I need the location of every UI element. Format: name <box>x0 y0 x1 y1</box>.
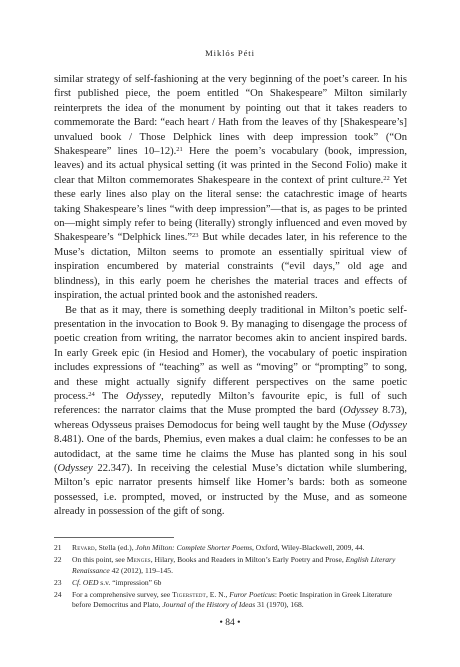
footnotes <box>54 543 407 613</box>
page-number: • 84 • <box>219 618 241 628</box>
footnote-rule <box>54 537 174 538</box>
text-run: The <box>94 390 126 402</box>
footnote-22 <box>54 555 407 576</box>
text-run: , Oxford, Wiley-Blackwell, 2009, 44. <box>252 543 365 552</box>
footnote-number: 23 <box>54 577 62 587</box>
footnote-21 <box>54 543 407 554</box>
text-run: But while decades later, in his reference to the Muse’s dictation, Milton seems to promote an essentially spiritual view of inspiration encumbered by material constraints (“evil days,” old age and blindness), in this early poem he cherishes the material traces and effects of inspiration, the actual printed book and the astonished readers. <box>54 232 407 302</box>
text-run: On this point, see <box>72 555 127 565</box>
paragraph-1 <box>54 73 407 304</box>
text-run: 8.73), whereas Odysseus praises Demodocus for being well taught by the Muse ( <box>54 405 407 431</box>
title-odyssey: Odyssey <box>371 419 407 431</box>
text-run: 31 (1970), 168. <box>255 600 304 610</box>
text-run: s.v. “impression” 6b <box>98 577 162 587</box>
paragraph-2 <box>54 304 407 520</box>
text-run: similar strategy of self-fashioning at the very beginning of the poet’s career. In his first published piece, the poem entitled “On Shakespeare” Milton similarly reinterprets the idea of the monument by pointing out that it takes readers to commemorate the Bard: “each heart / Hath from the leaves of thy [Shakespeare’s] unvalued book / Those Delphick lines with deep impression took” (“On Shakespeare” lines 10–12). <box>54 74 407 158</box>
text-run: , Stella (ed.), <box>94 543 136 552</box>
footnote-ref-23[interactable]: 23 <box>192 232 199 240</box>
title-odyssey: Odyssey <box>57 462 93 474</box>
footnote-number: 22 <box>54 555 62 565</box>
footnote-ref-24[interactable]: 24 <box>88 390 95 398</box>
footnote-number: 21 <box>54 543 62 552</box>
book-title: John Milton: Complete Shorter Poems <box>135 543 253 552</box>
dictionary-title: OED <box>82 577 99 587</box>
text-run: , Hilary, Books and Readers in Milton’s Early Poetry and Prose, <box>150 555 346 565</box>
text-run: : Poetic Inspiration in Greek Literature before Democritus and Plato, <box>72 589 393 610</box>
title-odyssey: Odyssey <box>125 390 162 402</box>
journal-title: Journal of the History of Ideas <box>162 600 256 610</box>
text-run: Cf. <box>72 577 83 587</box>
footnote-ref-22[interactable]: 22 <box>383 174 390 182</box>
title-odyssey: Odyssey <box>343 405 379 417</box>
running-head: Miklós Péti <box>205 48 255 58</box>
text-run: 42 (2012), 119–145. <box>109 565 173 575</box>
text-run: , reputedly Milton’s favourite epic, is full of such references: the narrator claims that the Muse prompted the bard ( <box>54 390 407 417</box>
footnote-ref-21[interactable]: 21 <box>176 145 183 153</box>
text-run: 8.481). One of the bards, Phemius, even makes a dual claim: he confesses to be an autodidact, at the same time he claims the Muse has planted song in his soul ( <box>54 434 407 474</box>
journal-title: English Literary Renaissance <box>72 555 396 575</box>
author-name: Tigerstedt <box>172 589 206 599</box>
footnote-number: 24 <box>54 589 62 599</box>
text-run: , E. N., <box>205 589 230 599</box>
text-run: Here the poem’s vocabulary (book, impression, leaves) and its actual physical setting (it was printed in the Second Folio) make it clear that Milton commemorates Shakespeare in the context of print culture. <box>54 146 407 186</box>
main-text <box>54 73 407 520</box>
text-run: Be that as it may, there is something deeply traditional in Milton’s poetic self-presentation in the invocation to Book 9. By managing to disengage the process of poetic creation from writing, the narrator becomes akin to ancient inspired bards. In early Greek epic (in Hesiod and Homer), the vocabulary of poetic inspiration includes expressions of “teaching” as well as “moving” or “prompting” to song, and these might actually signify different perspectives on the same poetic process. <box>54 304 407 402</box>
text-run: Yet these early lines also play on the literal sense: the catachrestic image of hearts taking Shakespeare’s lines “with deep impression”—that is, as pages to be printed on—might simply refer to being (literally) strongly influenced and even moved by Shakespeare’s “Delphick lines.” <box>54 174 407 244</box>
text-run: For a comprehensive survey, see <box>72 589 173 599</box>
book-title: Furor Poeticus <box>229 589 275 599</box>
text-run: 22.347). In receiving the celestial Muse’s dictation while slumbering, Milton’s epic narrator presents himself like Homer’s bards: both as someone possessed, i.e. prompted, moved, or instructed by the Muse, and as someone already in possession of the gift of song. <box>54 462 407 518</box>
author-name: Menges <box>126 555 151 565</box>
author-name: Revard <box>72 543 95 552</box>
footnote-24 <box>54 590 407 611</box>
footnote-23 <box>54 578 407 589</box>
